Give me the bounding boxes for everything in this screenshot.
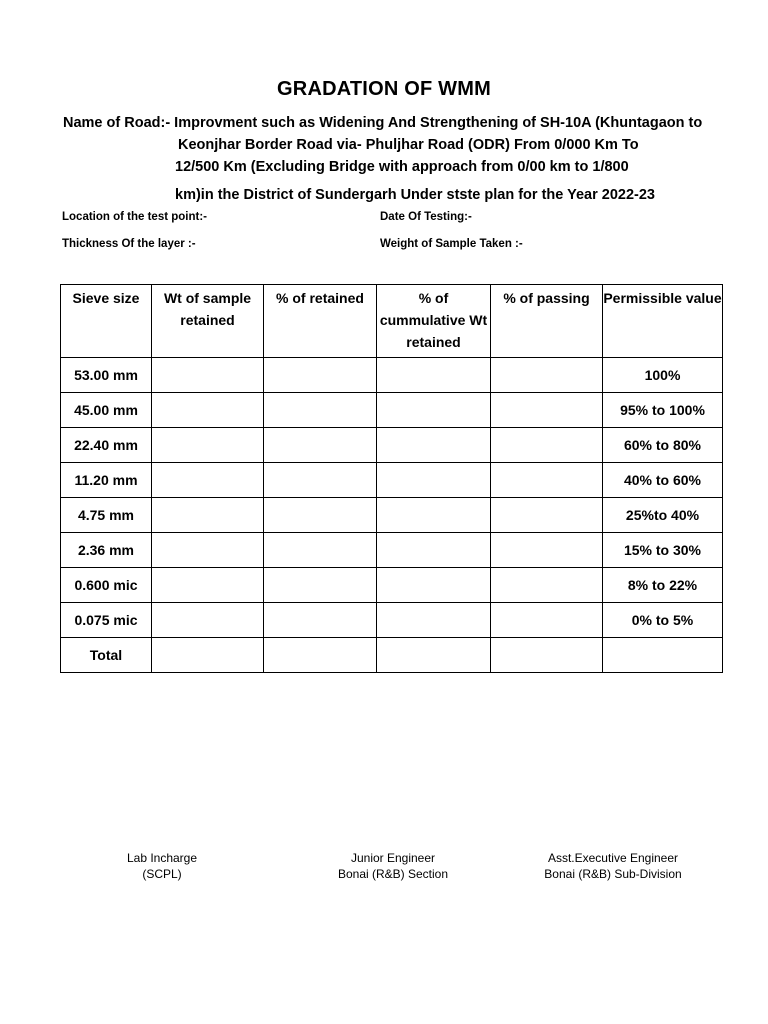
sieve-size-cell: 2.36 mm: [61, 533, 152, 568]
percent-retained-cell[interactable]: [264, 498, 377, 533]
date-label: Date Of Testing:-: [380, 211, 472, 223]
header-sieve-size: Sieve size: [61, 285, 152, 358]
road-name-line-4: km)in the District of Sundergarh Under stste plan for the Year 2022-23: [175, 187, 655, 203]
header-percent-passing: % of passing: [491, 285, 603, 358]
percent-retained-cell[interactable]: [264, 393, 377, 428]
wt-retained-cell[interactable]: [152, 428, 264, 463]
junior-engineer-title: Junior Engineer: [350, 851, 436, 865]
percent-passing-cell[interactable]: [491, 603, 603, 638]
thickness-label: Thickness Of the layer :-: [62, 238, 196, 250]
header-wt-retained: Wt of sample retained: [152, 285, 264, 358]
wt-retained-cell[interactable]: [152, 498, 264, 533]
permissible-value-cell: 100%: [603, 358, 723, 393]
cumulative-retained-cell[interactable]: [377, 533, 491, 568]
page-title: GRADATION OF WMM: [277, 78, 491, 100]
percent-passing-cell[interactable]: [491, 533, 603, 568]
percent-retained-cell[interactable]: [264, 533, 377, 568]
permissible-value-cell: 8% to 22%: [603, 568, 723, 603]
permissible-value-cell: 95% to 100%: [603, 393, 723, 428]
percent-passing-cell[interactable]: [491, 428, 603, 463]
header-permissible-value: Permissible value: [603, 285, 723, 358]
permissible-value-cell: 15% to 30%: [603, 533, 723, 568]
asst-executive-engineer-signature: [530, 850, 696, 882]
total-wt-retained-cell[interactable]: [152, 638, 264, 673]
table-row: [61, 393, 723, 428]
percent-retained-cell[interactable]: [264, 568, 377, 603]
total-label: Total: [61, 638, 152, 673]
percent-passing-cell[interactable]: [491, 568, 603, 603]
percent-passing-cell[interactable]: [491, 498, 603, 533]
cumulative-retained-cell[interactable]: [377, 358, 491, 393]
wt-retained-cell[interactable]: [152, 533, 264, 568]
percent-retained-cell[interactable]: [264, 358, 377, 393]
lab-incharge-signature: [100, 850, 224, 882]
permissible-value-cell: 0% to 5%: [603, 603, 723, 638]
asst-executive-engineer-title: Asst.Executive Engineer: [547, 851, 679, 865]
sieve-size-cell: 0.600 mic: [61, 568, 152, 603]
percent-retained-cell[interactable]: [264, 463, 377, 498]
table-row: [61, 498, 723, 533]
cumulative-retained-cell[interactable]: [377, 498, 491, 533]
location-label: Location of the test point:-: [62, 211, 208, 223]
sieve-size-cell: 45.00 mm: [61, 393, 152, 428]
percent-passing-cell[interactable]: [491, 358, 603, 393]
wt-retained-cell[interactable]: [152, 463, 264, 498]
cumulative-retained-cell[interactable]: [377, 568, 491, 603]
table-total-row: [61, 638, 723, 673]
sieve-size-cell: 0.075 mic: [61, 603, 152, 638]
sieve-size-cell: 53.00 mm: [61, 358, 152, 393]
lab-incharge-org: (SCPL): [142, 867, 182, 881]
road-name-line-1: Name of Road:- Improvment such as Widening And Strengthening of SH-10A (Khuntagaon to: [63, 115, 703, 131]
table-row: [61, 358, 723, 393]
sieve-size-cell: 11.20 mm: [61, 463, 152, 498]
table-header-row: [61, 285, 723, 358]
table-row: [61, 603, 723, 638]
percent-retained-cell[interactable]: [264, 603, 377, 638]
total-percent-passing-cell[interactable]: [491, 638, 603, 673]
percent-retained-cell[interactable]: [264, 428, 377, 463]
wt-retained-cell[interactable]: [152, 393, 264, 428]
lab-incharge-title: Lab Incharge: [126, 851, 198, 865]
permissible-value-cell: 60% to 80%: [603, 428, 723, 463]
wt-retained-cell[interactable]: [152, 568, 264, 603]
cumulative-retained-cell[interactable]: [377, 393, 491, 428]
table-row: [61, 568, 723, 603]
wt-retained-cell[interactable]: [152, 358, 264, 393]
table-row: [61, 533, 723, 568]
table-row: [61, 428, 723, 463]
sieve-size-cell: 22.40 mm: [61, 428, 152, 463]
junior-engineer-signature: [320, 850, 466, 882]
header-cumulative-retained: % of cummulative Wt retained: [377, 285, 491, 358]
gradation-table: [60, 284, 723, 673]
cumulative-retained-cell[interactable]: [377, 428, 491, 463]
wt-retained-cell[interactable]: [152, 603, 264, 638]
header-percent-retained: % of retained: [264, 285, 377, 358]
road-name-line-2: Keonjhar Border Road via- Phuljhar Road (ODR) From 0/000 Km To: [178, 137, 639, 153]
total-percent-retained-cell[interactable]: [264, 638, 377, 673]
percent-passing-cell[interactable]: [491, 463, 603, 498]
permissible-value-cell: 25%to 40%: [603, 498, 723, 533]
cumulative-retained-cell[interactable]: [377, 463, 491, 498]
percent-passing-cell[interactable]: [491, 393, 603, 428]
sieve-size-cell: 4.75 mm: [61, 498, 152, 533]
table-row: [61, 463, 723, 498]
road-name-line-3: 12/500 Km (Excluding Bridge with approach from 0/00 km to 1/800: [175, 159, 629, 175]
total-cumulative-retained-cell[interactable]: [377, 638, 491, 673]
junior-engineer-org: Bonai (R&B) Section: [337, 867, 449, 881]
asst-executive-engineer-org: Bonai (R&B) Sub-Division: [544, 867, 682, 881]
permissible-value-cell: 40% to 60%: [603, 463, 723, 498]
weight-label: Weight of Sample Taken :-: [380, 238, 523, 250]
total-permissible-cell: [603, 638, 723, 673]
cumulative-retained-cell[interactable]: [377, 603, 491, 638]
